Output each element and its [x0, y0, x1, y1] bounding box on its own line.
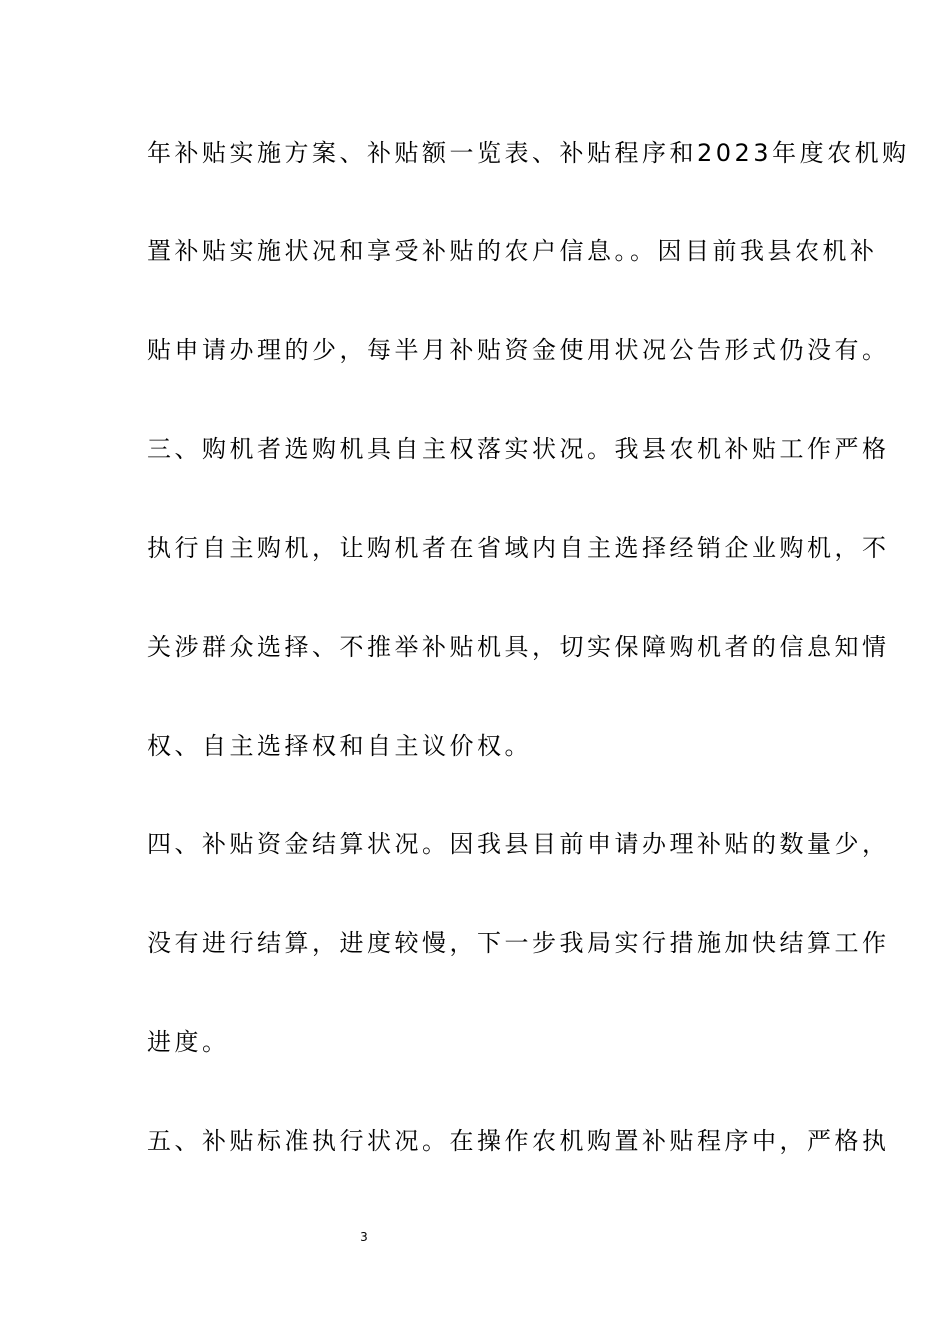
text-line: 贴申请办理的少，每半月补贴资金使用状况公告形式仍没有。: [147, 336, 890, 364]
text-line: 四、补贴资金结算状况。因我县目前申请办理补贴的数量少，: [147, 830, 890, 858]
text-line: 三、购机者选购机具自主权落实状况。我县农机补贴工作严格: [147, 435, 890, 463]
text-line: 关涉群众选择、不推举补贴机具，切实保障购机者的信息知情: [147, 633, 890, 661]
text-line: 执行自主购机，让购机者在省域内自主选择经销企业购机，不: [147, 534, 890, 562]
text-line: 年补贴实施方案、补贴额一览表、补贴程序和2023年度农机购: [147, 139, 910, 167]
text-line: 置补贴实施状况和享受补贴的农户信息。。因目前我县农机补: [147, 237, 878, 265]
text-line: 权、自主选择权和自主议价权。: [147, 732, 532, 760]
page-number: 3: [360, 1230, 368, 1244]
text-line: 进度。: [147, 1028, 230, 1056]
text-line: 没有进行结算，进度较慢，下一步我局实行措施加快结算工作: [147, 929, 890, 957]
text-line: 五、补贴标准执行状况。在操作农机购置补贴程序中，严格执: [147, 1127, 890, 1155]
